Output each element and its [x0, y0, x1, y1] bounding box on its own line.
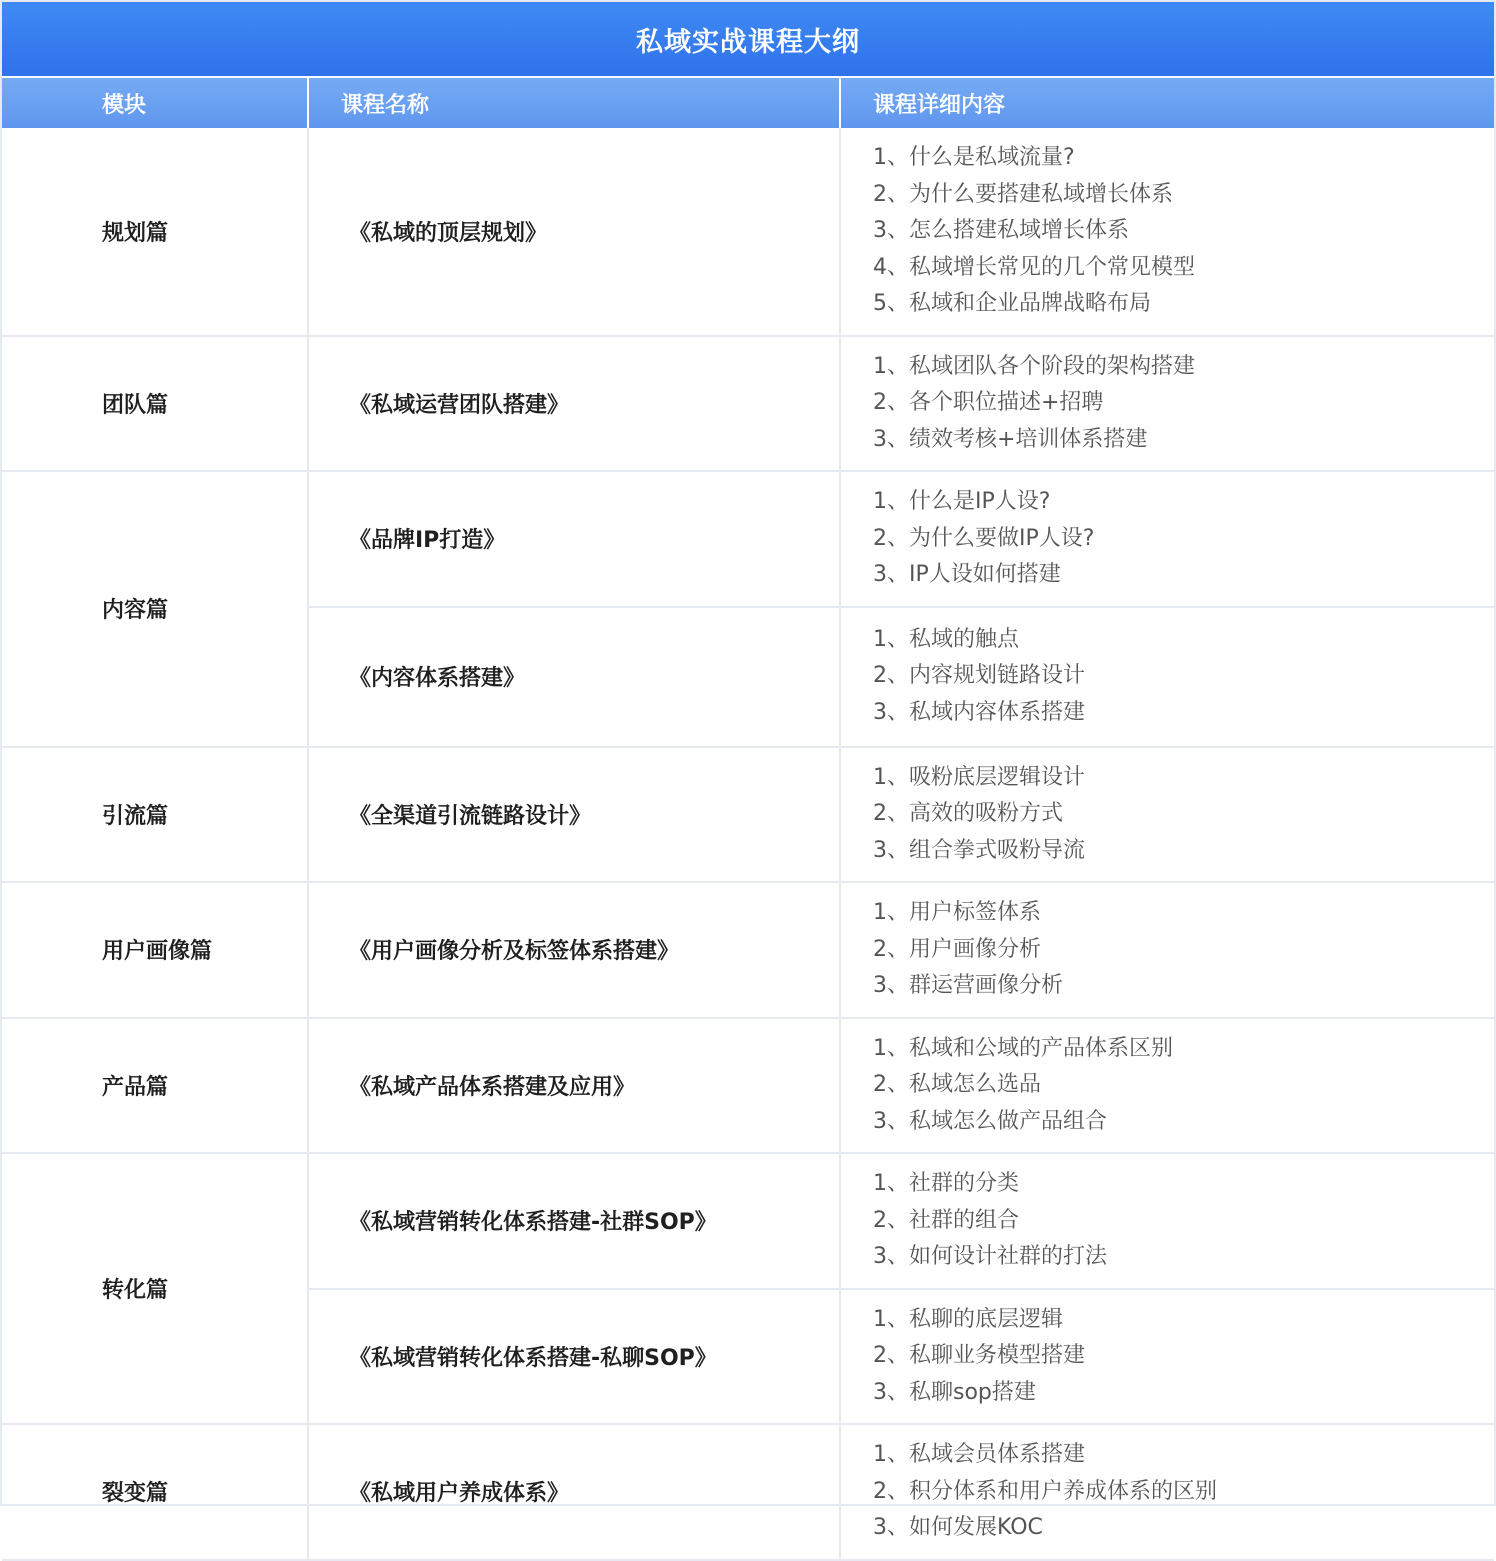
- header-row: [2, 77, 1494, 128]
- course-details-cell: [840, 747, 1494, 883]
- details-list: [873, 895, 1494, 1005]
- module-cell: 内容篇: [2, 471, 308, 747]
- detail-item: 1、私域会员体系搭建: [873, 1442, 1085, 1467]
- detail-item: 3、组合拳式吸粉导流: [873, 837, 1085, 863]
- table-row: [2, 882, 1494, 1018]
- detail-item: 2、为什么要做IP人设?: [873, 525, 1095, 551]
- detail-item: 5、私域和企业品牌战略布局: [873, 291, 1151, 316]
- detail-item: 1、私域和公域的产品体系区别: [873, 1035, 1173, 1061]
- detail-item: 3、IP人设如何搭建: [873, 562, 1061, 587]
- module-cell: 引流篇: [2, 747, 308, 883]
- course-name-cell: 《私域营销转化体系搭建-私聊SOP》: [308, 1289, 840, 1425]
- course-outline-table: [2, 76, 1494, 1561]
- detail-item: 2、积分体系和用户养成体系的区别: [873, 1478, 1217, 1504]
- detail-item: 2、各个职位描述+招聘: [873, 390, 1104, 415]
- detail-item: 3、如何设计社群的打法: [873, 1244, 1107, 1269]
- detail-item: 3、私聊sop搭建: [873, 1379, 1036, 1405]
- table-row: [2, 471, 1494, 607]
- course-name-cell: 《私域运营团队搭建》: [308, 336, 840, 472]
- table-row: [2, 1018, 1494, 1154]
- course-name-cell: 《用户画像分析及标签体系搭建》: [308, 882, 840, 1018]
- course-name-cell: 《私域的顶层规划》: [308, 128, 840, 336]
- detail-item: 2、高效的吸粉方式: [873, 801, 1063, 826]
- course-name-cell: 《内容体系搭建》: [308, 607, 840, 747]
- page-title: 私域实战课程大纲: [2, 2, 1494, 76]
- detail-item: 1、什么是IP人设?: [873, 489, 1051, 514]
- details-list: [873, 1031, 1494, 1141]
- module-cell: 团队篇: [2, 336, 308, 472]
- course-details-cell: [840, 471, 1494, 607]
- table-body: [2, 128, 1494, 1560]
- module-cell: 产品篇: [2, 1018, 308, 1154]
- course-details-cell: [840, 1018, 1494, 1154]
- detail-item: 1、用户标签体系: [873, 900, 1041, 925]
- details-list: [873, 1166, 1494, 1276]
- course-details-cell: [840, 1153, 1494, 1289]
- details-list: [873, 484, 1494, 594]
- detail-item: 3、私域内容体系搭建: [873, 699, 1085, 725]
- detail-item: 1、私域团队各个阶段的架构搭建: [873, 353, 1195, 379]
- detail-item: 1、什么是私域流量?: [873, 145, 1075, 170]
- detail-item: 1、私域的触点: [873, 626, 1019, 652]
- detail-item: 2、用户画像分析: [873, 936, 1041, 962]
- detail-item: 3、如何发展KOC: [873, 1515, 1043, 1540]
- column-header-details: 课程详细内容: [840, 77, 1494, 128]
- detail-item: 1、社群的分类: [873, 1171, 1019, 1196]
- course-details-cell: [840, 607, 1494, 747]
- detail-item: 2、社群的组合: [873, 1207, 1019, 1233]
- detail-item: 3、怎么搭建私域增长体系: [873, 218, 1129, 243]
- detail-item: 1、吸粉底层逻辑设计: [873, 764, 1085, 790]
- detail-item: 2、私聊业务模型搭建: [873, 1343, 1085, 1368]
- course-name-cell: 《私域营销转化体系搭建-社群SOP》: [308, 1153, 840, 1289]
- table-row: [2, 1424, 1494, 1560]
- details-list: [873, 140, 1494, 323]
- detail-item: 3、群运营画像分析: [873, 973, 1063, 998]
- table-row: [2, 747, 1494, 883]
- module-cell: 转化篇: [2, 1153, 308, 1424]
- course-name-cell: 《私域用户养成体系》: [308, 1424, 840, 1560]
- course-name-cell: 《私域产品体系搭建及应用》: [308, 1018, 840, 1154]
- course-details-cell: [840, 1289, 1494, 1425]
- course-name-cell: 《品牌IP打造》: [308, 471, 840, 607]
- detail-item: 2、内容规划链路设计: [873, 663, 1085, 689]
- table-row: [2, 128, 1494, 336]
- details-list: [873, 1437, 1494, 1547]
- column-header-course: 课程名称: [308, 77, 840, 128]
- detail-item: 1、私聊的底层逻辑: [873, 1306, 1063, 1332]
- table-row: [2, 1153, 1494, 1289]
- module-cell: 用户画像篇: [2, 882, 308, 1018]
- course-name-cell: 《全渠道引流链路设计》: [308, 747, 840, 883]
- course-details-cell: [840, 128, 1494, 336]
- detail-item: 2、私域怎么选品: [873, 1072, 1041, 1097]
- details-list: [873, 1302, 1494, 1412]
- course-details-cell: [840, 336, 1494, 472]
- details-list: [873, 622, 1494, 732]
- detail-item: 4、私域增长常见的几个常见模型: [873, 254, 1195, 280]
- module-cell: 规划篇: [2, 128, 308, 336]
- table-row: [2, 336, 1494, 472]
- course-details-cell: [840, 1424, 1494, 1560]
- module-cell: 裂变篇: [2, 1424, 308, 1560]
- course-details-cell: [840, 882, 1494, 1018]
- column-header-module: 模块: [2, 77, 308, 128]
- details-list: [873, 349, 1494, 459]
- detail-item: 3、绩效考核+培训体系搭建: [873, 426, 1148, 452]
- detail-item: 2、为什么要搭建私域增长体系: [873, 181, 1173, 207]
- details-list: [873, 760, 1494, 870]
- detail-item: 3、私域怎么做产品组合: [873, 1108, 1107, 1134]
